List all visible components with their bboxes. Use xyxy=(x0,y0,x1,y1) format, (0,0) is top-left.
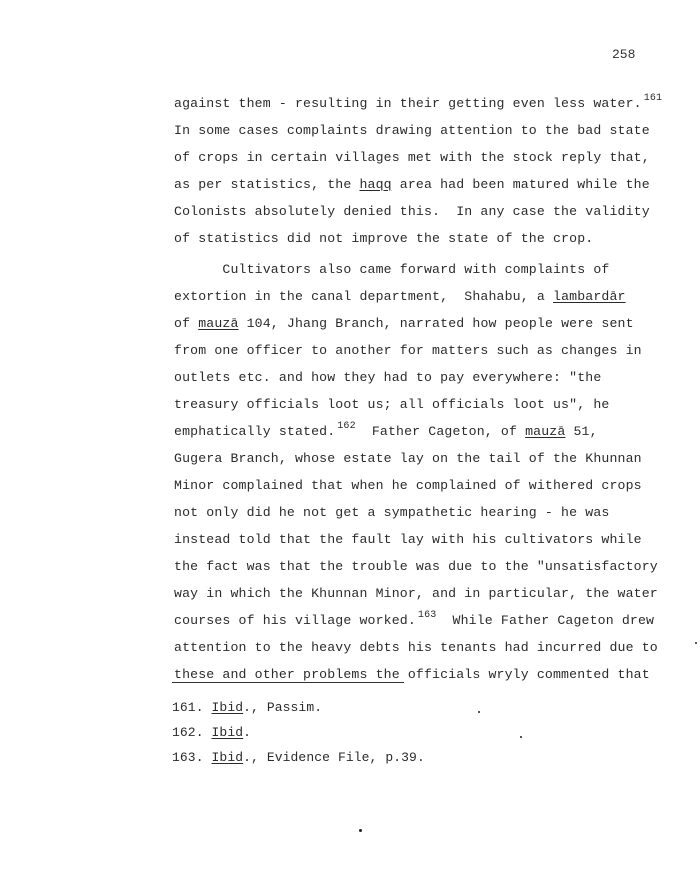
footnote-ibid: Ibid xyxy=(211,750,244,765)
line-text: of xyxy=(174,316,199,331)
line-text: courses of his village worked. xyxy=(174,613,416,628)
body-line-4 xyxy=(174,177,650,192)
footnote-ibid: Ibid xyxy=(211,725,244,740)
line-text: extortion in the canal department, Shahabu, a xyxy=(174,289,553,304)
line-text: emphatically stated. xyxy=(174,424,336,439)
body-line-17: instead told that the fault lay with his cultivators while xyxy=(174,532,642,547)
line-text: While Father Cageton drew xyxy=(436,613,655,628)
footnote-text: . xyxy=(243,725,252,740)
line-text: Father Cageton, of xyxy=(355,424,526,439)
body-line-8 xyxy=(174,289,626,304)
footnote-divider xyxy=(172,682,404,683)
term-mauza: mauzā xyxy=(198,316,239,331)
footnote-ref-162: 162 xyxy=(337,421,356,432)
scan-speck xyxy=(478,711,480,713)
body-line-1 xyxy=(174,93,663,111)
line-text: as per statistics, the xyxy=(174,177,360,192)
term-lambardar: lambardār xyxy=(553,289,626,304)
body-line-14: Gugera Branch, whose estate lay on the tail of the Khunnan xyxy=(174,451,642,466)
footnote-text: ., Evidence File, p.39. xyxy=(243,750,425,765)
footnote-163 xyxy=(172,750,425,765)
line-text: against them - resulting in their getting even less water. xyxy=(174,96,642,111)
body-line-9 xyxy=(174,316,634,331)
footnote-number: 162. xyxy=(172,725,204,740)
term-haqq: haqq xyxy=(359,177,392,192)
footnote-number: 161. xyxy=(172,700,204,715)
footnote-162 xyxy=(172,725,251,740)
body-line-2: In some cases complaints drawing attention to the bad state xyxy=(174,123,650,138)
body-line-3: of crops in certain villages met with the stock reply that, xyxy=(174,150,650,165)
body-line-12: treasury officials loot us; all officials loot us", he xyxy=(174,397,610,412)
body-line-19: way in which the Khunnan Minor, and in particular, the water xyxy=(174,586,658,601)
footnote-ibid: Ibid xyxy=(211,700,244,715)
scan-speck xyxy=(695,642,697,644)
scan-speck xyxy=(520,736,522,738)
body-line-11: outlets etc. and how they had to pay everywhere: "the xyxy=(174,370,602,385)
footnote-ref-161: 161 xyxy=(643,93,663,104)
line-text: 51, xyxy=(565,424,598,439)
body-line-15: Minor complained that when he complained of withered crops xyxy=(174,478,642,493)
line-text: 104, Jhang Branch, narrated how people were sent xyxy=(238,316,634,331)
body-line-22: these and other problems the officials wryly commented that xyxy=(174,667,650,682)
body-line-7: Cultivators also came forward with complaints of xyxy=(174,262,610,277)
page-number: 258 xyxy=(612,47,636,62)
footnote-ref-163: 163 xyxy=(417,610,437,621)
footnote-number: 163. xyxy=(172,750,204,765)
line-text: area had been matured while the xyxy=(391,177,650,192)
body-line-20 xyxy=(174,610,655,628)
body-line-13 xyxy=(174,421,598,439)
body-line-10: from one officer to another for matters such as changes in xyxy=(174,343,642,358)
body-line-5: Colonists absolutely denied this. In any case the validity xyxy=(174,204,650,219)
footnote-text: ., Passim. xyxy=(243,700,323,715)
term-mauza: mauzā xyxy=(525,424,566,439)
body-line-18: the fact was that the trouble was due to the "unsatisfactory xyxy=(174,559,658,574)
footnote-161 xyxy=(172,700,322,715)
scan-speck xyxy=(359,829,362,832)
body-line-21: attention to the heavy debts his tenants had incurred due to xyxy=(174,640,658,655)
body-line-6: of statistics did not improve the state of the crop. xyxy=(174,231,594,246)
body-line-16: not only did he not get a sympathetic hearing - he was xyxy=(174,505,610,520)
